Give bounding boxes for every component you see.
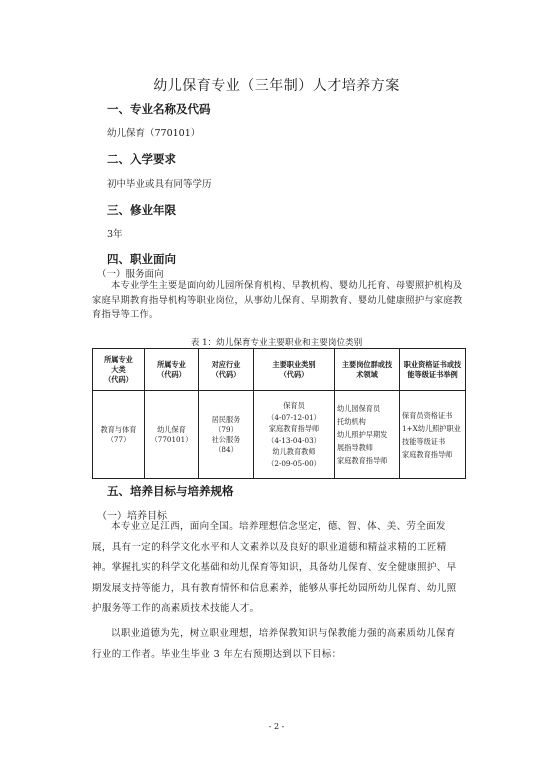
section-4-paragraph: 本专业学生主要是面向幼儿园所保育机构、早教机构、婴幼儿托育、母婴照护机构及家庭早期教育指导机构等职业岗位，从事幼儿保育、早期教育、婴幼儿健康照护与家庭教育指导等工作。 <box>92 280 463 320</box>
header-certificates: 职业资格证书或技 能等级证书举例 <box>400 349 466 391</box>
cell-major: 幼儿保育 （770101） <box>145 391 199 479</box>
section-5-paragraph-1: 本专业立足江西，面向全国。培养理想信念坚定，德、智、体、美、劳全面发展，具有一定的科学文化水平和人文素养以及良好的职业道德和精益求精的工匠精神。掌握扎实的科学文化基础和幼儿保育等知识，具备幼儿保育、安全健康照护、早期发展支持等能力，具有教育情怀和信息素养，能够从事托幼园所幼儿保育、幼儿照护服务等工作的高素质技术技能人才。 <box>92 521 457 614</box>
cell-certificates: 保育员资格证书 1+X幼儿照护职业 技能等级证书 家庭教育指导师 <box>400 391 466 479</box>
section-3-body: 3年 <box>107 229 123 240</box>
header-major-category: 所属专业 大类 （代码） <box>93 349 145 391</box>
header-major: 所属专业 （代码） <box>145 349 199 391</box>
cell-industry: 居民服务 （79） 社公服务 （84） <box>199 391 254 479</box>
header-occupation: 主要职业类别 （代码） <box>254 349 335 391</box>
section-3-heading: 三、修业年限 <box>107 203 176 217</box>
section-4-subheading: （一）服务面向 <box>97 269 164 280</box>
cell-positions: 幼儿园保育员 托幼机构 幼儿照护早期发 展指导教师 家庭教育指导师 <box>335 391 400 479</box>
header-positions: 主要岗位群或技 术领域 <box>335 349 400 391</box>
section-5-subheading: （一）培养目标 <box>97 511 167 522</box>
table-row <box>93 391 466 479</box>
table-header-row <box>93 349 466 391</box>
page-number: - 2 - <box>268 722 285 731</box>
section-5-paragraph-2: 以职业道德为先，树立职业理想，培养保教知识与保教能力强的高素质幼儿保育行业的工作者。毕业生毕业 3 年左右预期达到以下目标： <box>92 628 456 660</box>
section-1-body: 幼儿保育（770101） <box>107 128 201 139</box>
document-title: 幼儿保育专业（三年制）人才培养方案 <box>153 78 400 94</box>
section-4-heading: 四、职业面向 <box>107 252 176 266</box>
section-2-body: 初中毕业或具有同等学历 <box>107 179 212 190</box>
section-5-heading: 五、培养目标与培养规格 <box>107 484 234 498</box>
section-1-heading: 一、专业名称及代码 <box>107 102 211 116</box>
header-industry: 对应行业 （代码） <box>199 349 254 391</box>
cell-occupation: 保育员 （4-07-12-01） 家庭教育指导师 （4-13-04-03） 幼儿教育教师 （2-09-05-00） <box>254 391 335 479</box>
section-2-heading: 二、入学要求 <box>107 152 176 166</box>
occupation-table <box>92 348 466 479</box>
table-caption: 表 1：幼儿保育专业主要职业和主要岗位类别 <box>190 338 363 348</box>
cell-major-category: 教育与体育 （77） <box>93 391 145 479</box>
